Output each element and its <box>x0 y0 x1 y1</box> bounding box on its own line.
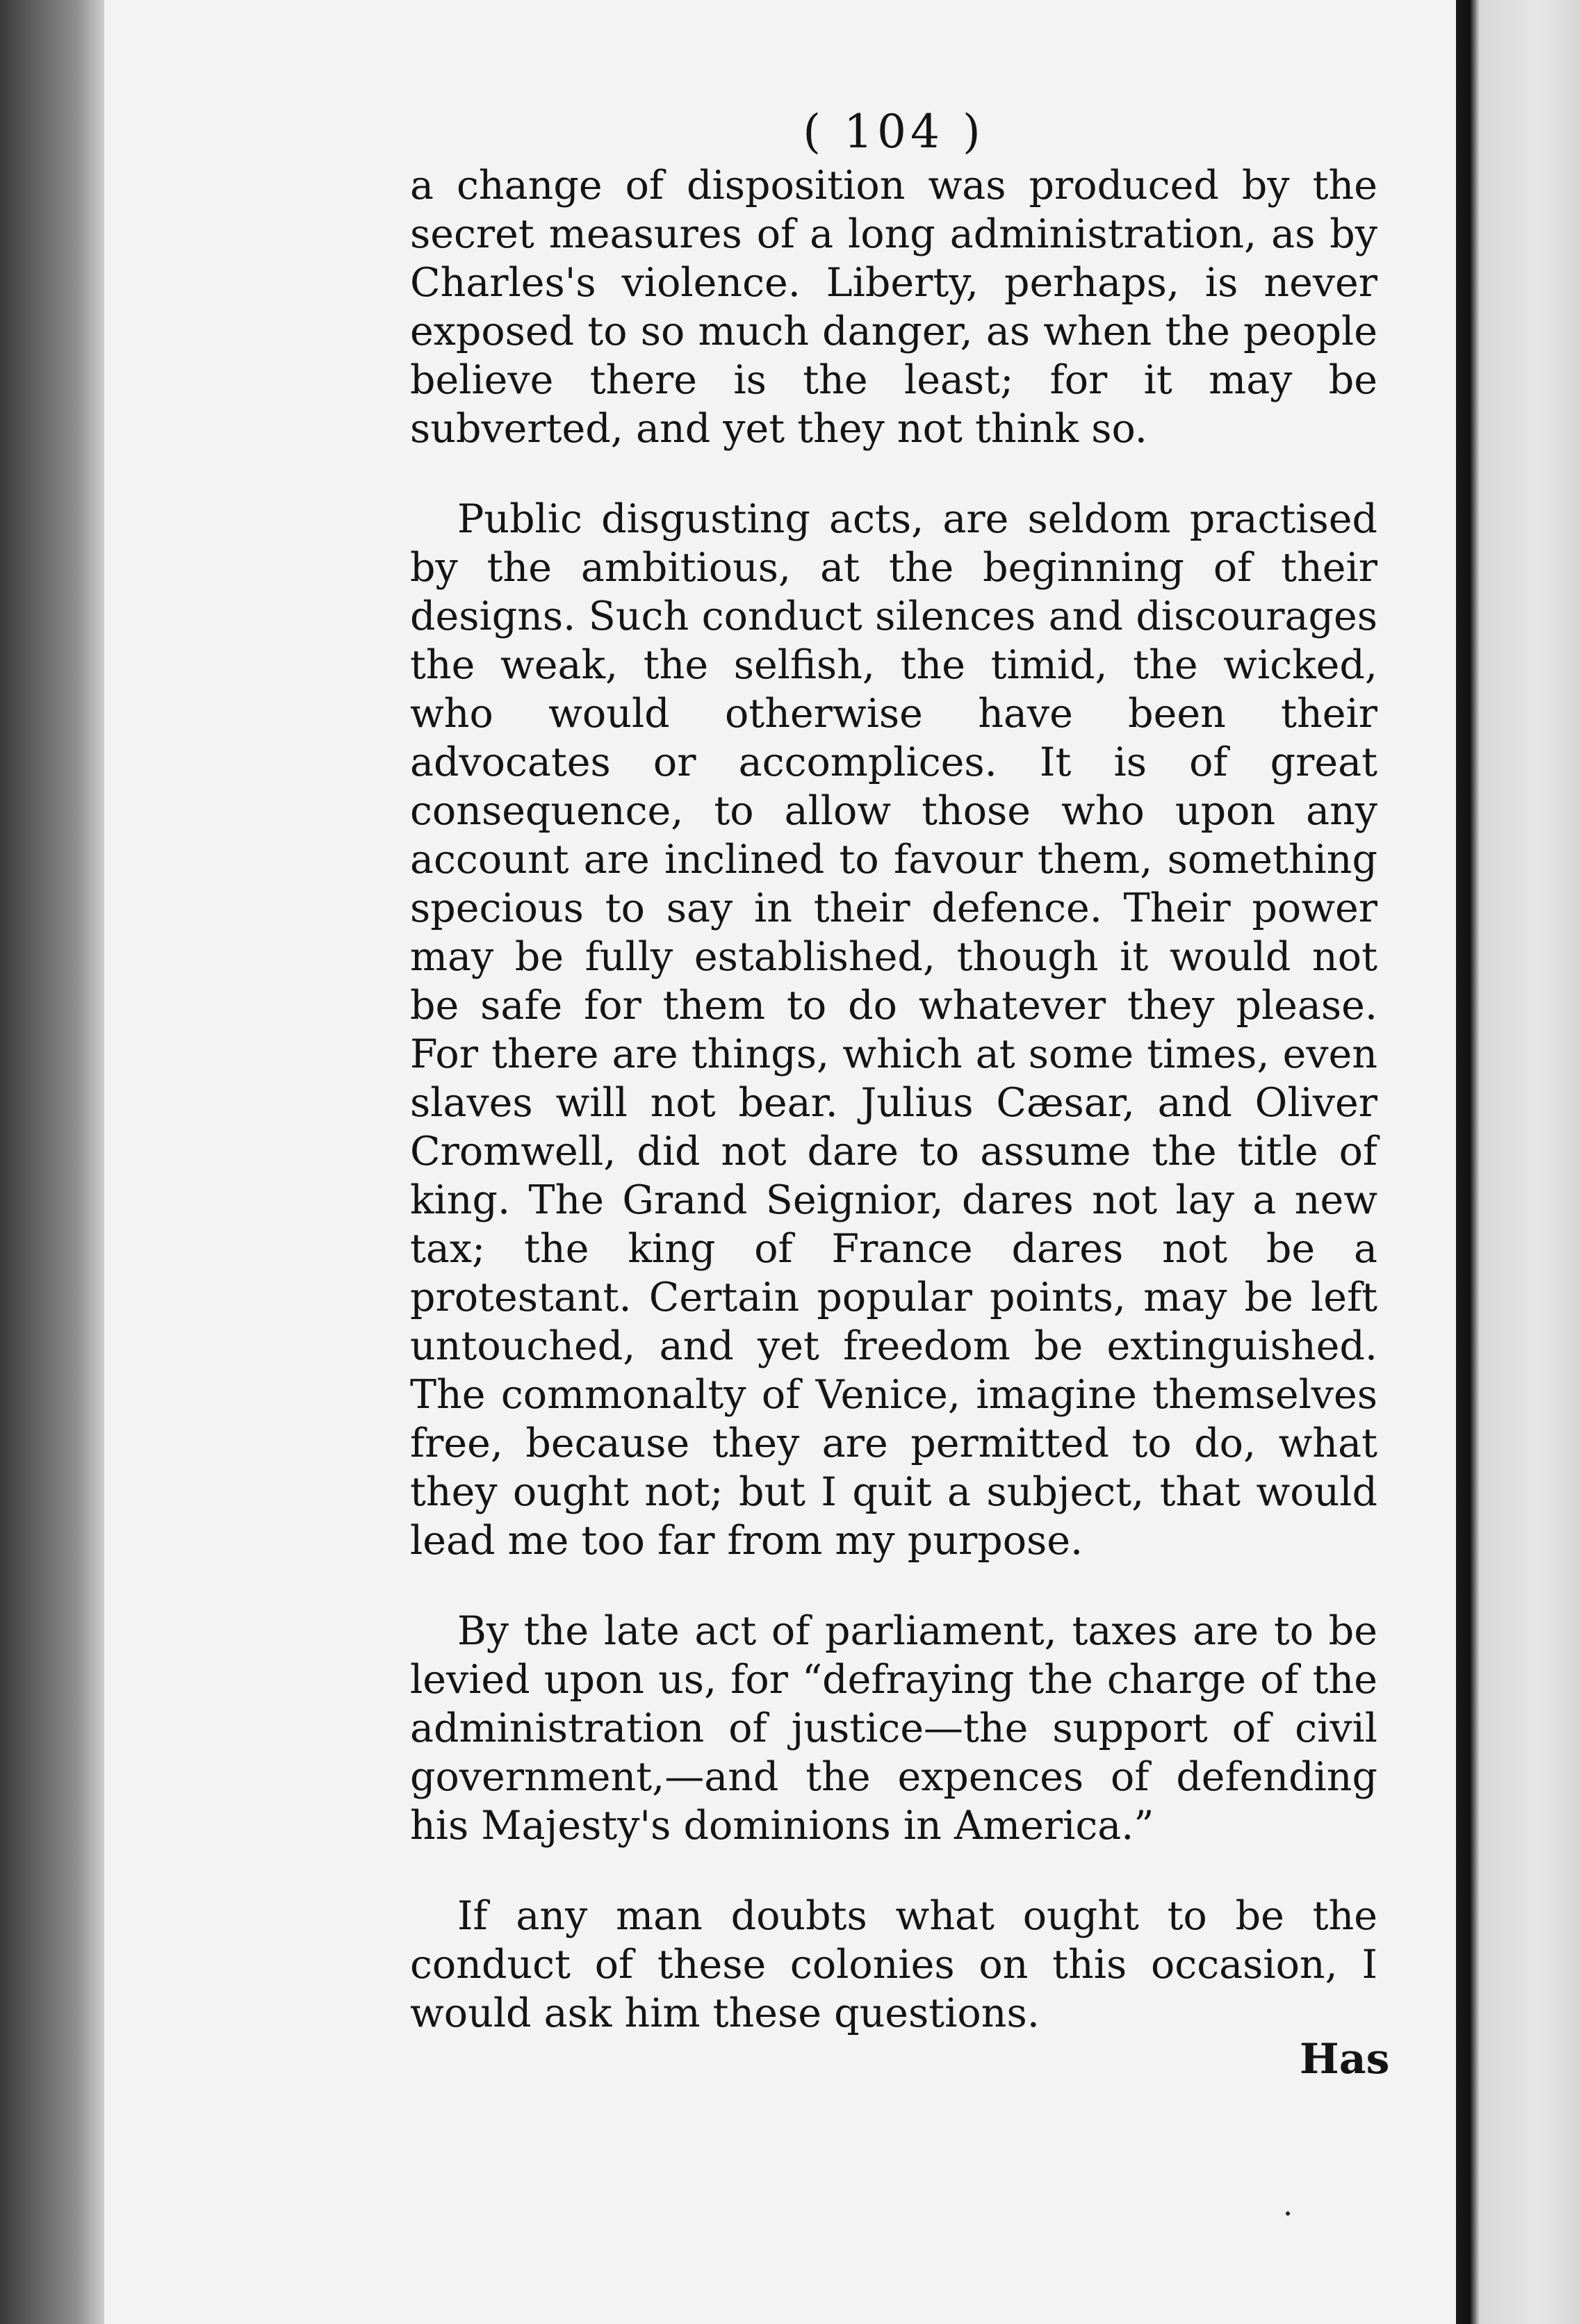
book-page <box>104 0 1456 2324</box>
page-text-block <box>410 104 1377 2038</box>
paragraph-3: By the late act of parliament, taxes are to be levied upon us, for “defraying the charge of the administration of justice—the support of civil government,—and the expences of defending his Majesty's dominions in America.” <box>410 1608 1377 1849</box>
paragraph-4: If any man doubts what ought to be the conduct of these colonies on this occasion, I would ask him these questions. <box>410 1893 1377 2036</box>
ink-speck <box>1286 2211 1290 2216</box>
paragraph-2: Public disgusting acts, are seldom practised by the ambitious, at the beginning of their designs. Such conduct silences and discourages the weak, the selfish, the timid, the wicked, who would otherwise have been their advocates or accomplices. It is of great consequence, to allow those who upon any account are inclined to favour them, something specious to say in their defence. Their power may be fully established, though it would not be safe for them to do whatever they please. For there are things, which at some times, even slaves will not bear. Julius Cæsar, and Oliver Cromwell, did not dare to assume the title of king. The Grand Seignior, dares not lay a new tax; the king of France dares not be a protestant. Certain popular points, may be left untouched, and yet freedom be extinguished. The commonalty of Venice, imagine themselves free, because they are permitted to do, what they ought not; but I quit a subject, that would lead me too far from my purpose. <box>410 496 1377 1564</box>
catchword: Has <box>1300 2035 1390 2084</box>
paragraph-1: a change of disposition was produced by the secret measures of a long administration, as by Charles's violence. Liberty, perhaps, is never exposed to so much danger, as when the people believe there is the least; for it may be subverted, and yet they not think so. <box>410 163 1377 452</box>
book-edge-right <box>1456 0 1579 2324</box>
page-number: ( 104 ) <box>803 105 985 158</box>
book-gutter-left <box>0 0 104 2324</box>
